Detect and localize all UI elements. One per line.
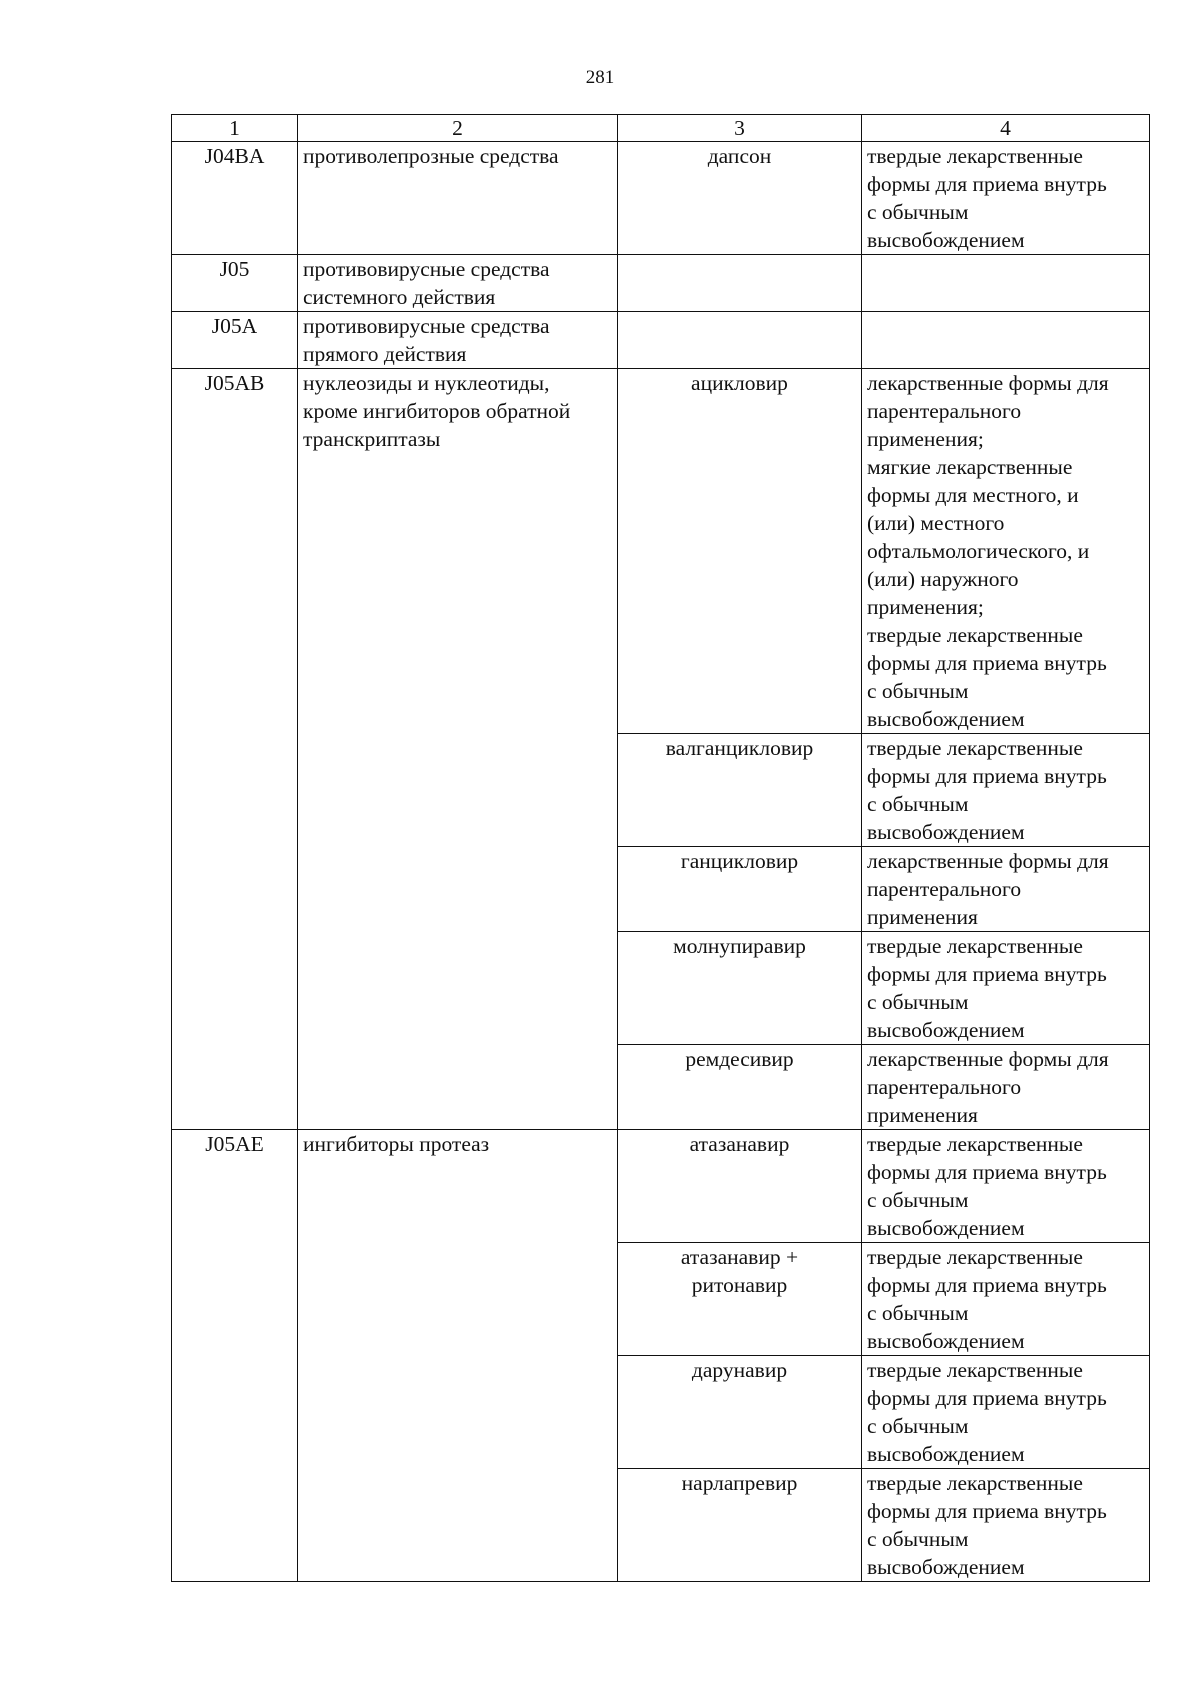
drug-name: атазанавир + ритонавир: [618, 1243, 862, 1356]
column-header-3: 3: [618, 115, 862, 142]
drug-name: ацикловир: [618, 369, 862, 734]
group-name: ингибиторы протеаз: [298, 1130, 618, 1582]
drug-name: ремдесивир: [618, 1045, 862, 1130]
dosage-form: лекарственные формы для парентерального применения; мягкие лекарственные формы для местного, и (или) местного офтальмологического, и (или) наружного применения; твердые лекарственные формы для приема внутрь с обычным высвобождением: [862, 369, 1150, 734]
table-row: [172, 1130, 1150, 1243]
dosage-form: твердые лекарственные формы для приема внутрь с обычным высвобождением: [862, 1469, 1150, 1582]
empty-cell: [862, 255, 1150, 312]
atc-code: J05: [172, 255, 298, 312]
page-number: 281: [585, 67, 615, 88]
group-name: противолепрозные средства: [298, 142, 618, 255]
drug-name: молнупиравир: [618, 932, 862, 1045]
empty-cell: [862, 312, 1150, 369]
dosage-form: твердые лекарственные формы для приема внутрь с обычным высвобождением: [862, 1130, 1150, 1243]
atc-code: J05AB: [172, 369, 298, 1130]
column-header-1: 1: [172, 115, 298, 142]
dosage-form: твердые лекарственные формы для приема внутрь с обычным высвобождением: [862, 142, 1150, 255]
table-row: [172, 255, 1150, 312]
group-name: противовирусные средства системного действия: [298, 255, 618, 312]
empty-cell: [618, 312, 862, 369]
drug-name: дарунавир: [618, 1356, 862, 1469]
column-header-4: 4: [862, 115, 1150, 142]
dosage-form: твердые лекарственные формы для приема внутрь с обычным высвобождением: [862, 1356, 1150, 1469]
group-name: нуклеозиды и нуклеотиды, кроме ингибиторов обратной транскриптазы: [298, 369, 618, 1130]
drug-name: нарлапревир: [618, 1469, 862, 1582]
atc-code: J04BA: [172, 142, 298, 255]
group-name: противовирусные средства прямого действия: [298, 312, 618, 369]
dosage-form: твердые лекарственные формы для приема внутрь с обычным высвобождением: [862, 1243, 1150, 1356]
dosage-form: лекарственные формы для парентерального применения: [862, 847, 1150, 932]
drug-name: дапсон: [618, 142, 862, 255]
column-header-2: 2: [298, 115, 618, 142]
empty-cell: [618, 255, 862, 312]
table-row: [172, 142, 1150, 255]
atc-code: J05A: [172, 312, 298, 369]
table-row: [172, 312, 1150, 369]
atc-code: J05AE: [172, 1130, 298, 1582]
drug-name: ганцикловир: [618, 847, 862, 932]
table-header-row: [172, 115, 1150, 142]
table-row: [172, 369, 1150, 734]
dosage-form: твердые лекарственные формы для приема внутрь с обычным высвобождением: [862, 932, 1150, 1045]
dosage-form: лекарственные формы для парентерального применения: [862, 1045, 1150, 1130]
drug-name: валганцикловир: [618, 734, 862, 847]
drug-table: [171, 114, 1150, 1582]
dosage-form: твердые лекарственные формы для приема внутрь с обычным высвобождением: [862, 734, 1150, 847]
drug-name: атазанавир: [618, 1130, 862, 1243]
